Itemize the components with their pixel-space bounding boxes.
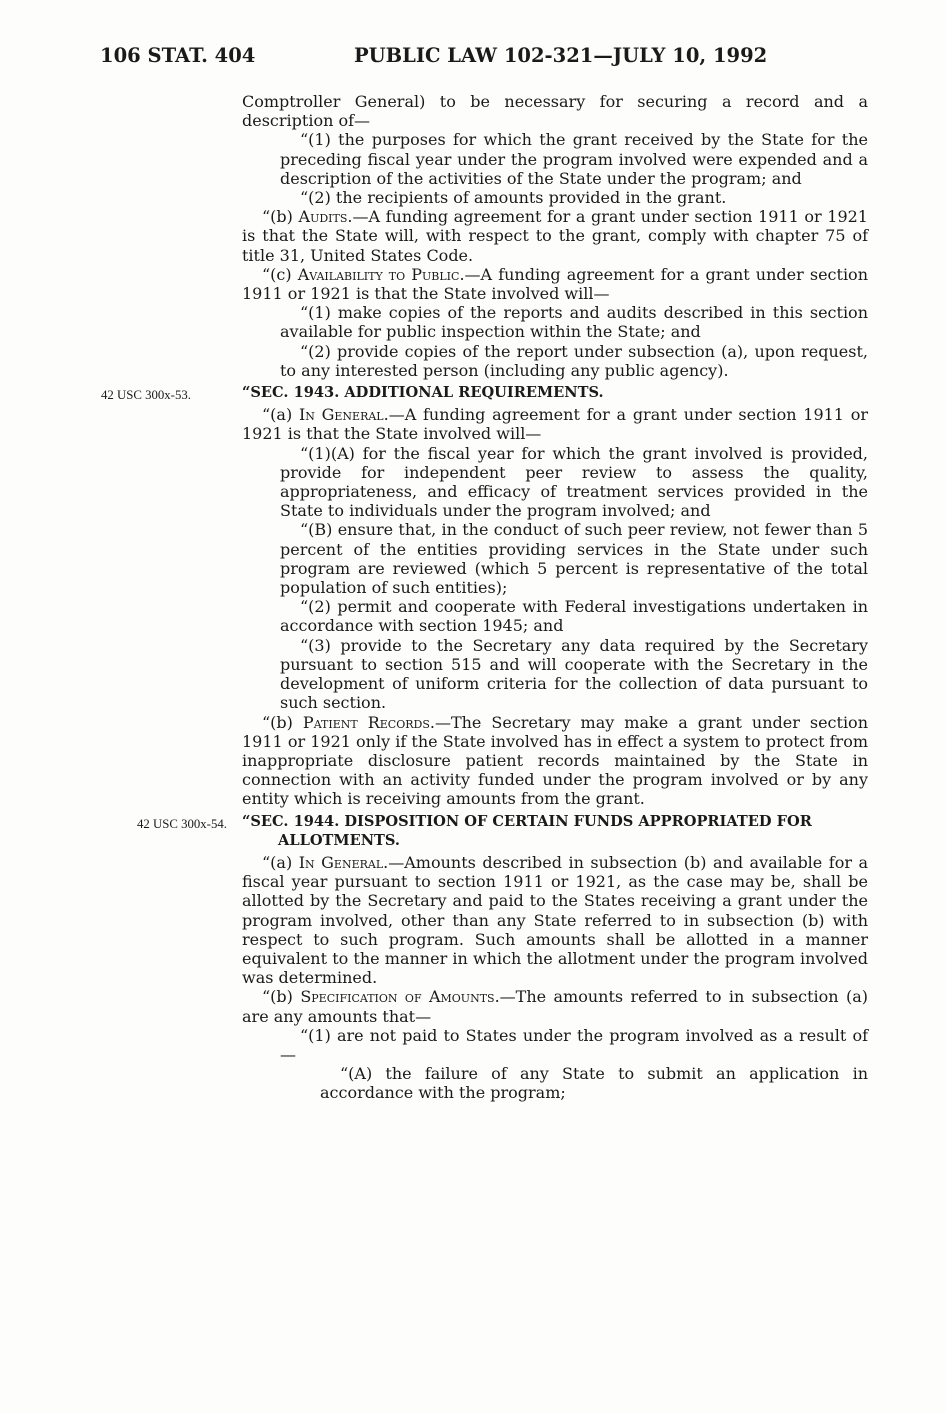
margin-citation: 42 USC 300x-54. [137, 816, 227, 831]
paragraph: “(1) make copies of the reports and audits described in this section available for public inspection within the State; and [280, 303, 868, 342]
paragraph: “(1)(A) for the fiscal year for which the grant involved is provided, provide for independent peer review to assess the quality, appropriateness, and efficacy of treatment services provided in the State to individuals under the program involved; and [280, 443, 868, 521]
paragraph: “(1) the purposes for which the grant received by the State for the preceding fiscal year under the program involved were expended and a description of the activities of the State under the program; and [280, 130, 868, 188]
paragraph: “(A) the failure of any State to submit an application in accordance with the program; [320, 1064, 868, 1103]
subsection-audits: “(b) Audits.—A funding agreement for a grant under section 1911 or 1921 is that the State will, with respect to the grant, comply with chapter 75 of title 31, United States Code. [242, 207, 868, 265]
subsection-heading: Patient Records [302, 712, 430, 732]
margin-citation: 42 USC 300x-53. [101, 388, 191, 403]
paragraph: Comptroller General) to be necessary for securing a record and a description of— [242, 92, 868, 131]
subsection-specification: “(b) Specification of Amounts.—The amounts referred to in subsection (a) are any amounts that— [242, 987, 868, 1026]
paragraph: “(1) are not paid to States under the program involved as a result of— [280, 1025, 868, 1064]
paragraph: “(B) ensure that, in the conduct of such peer review, not fewer than 5 percent of the entities providing services in the State under such program are reviewed (which 5 percent is representative of the total population of such entities); [280, 520, 868, 598]
body-text [101, 92, 869, 1103]
subsection-availability: “(c) Availability to Public.—A funding agreement for a grant under section 1911 or 1921 is that the State involved will— [242, 264, 868, 304]
section-heading-1943: 42 USC 300x-53. “SEC. 1943. ADDITIONAL REQUIREMENTS. [242, 383, 868, 402]
subsection-heading: Audits [298, 207, 348, 227]
paragraph: “(2) provide copies of the report under subsection (a), upon request, to any interested person (including any public agency). [280, 341, 868, 380]
subsection-heading: Availability to Public [297, 264, 460, 284]
section-heading-1944: 42 USC 300x-54. “SEC. 1944. DISPOSITION OF CERTAIN FUNDS APPROPRIATED FOR ALLOTMENTS. [137, 812, 812, 849]
subsection-heading: In General [298, 852, 384, 872]
paragraph: “(3) provide to the Secretary any data required by the Secretary pursuant to section 515 and will cooperate with the Secretary in the development of uniform criteria for the collection of data pursuant to such section. [280, 635, 868, 713]
subsection-heading: In General [298, 405, 384, 425]
subsection-patient-records: “(b) Patient Records.—The Secretary may make a grant under section 1911 or 1921 only if the State involved has in effect a system to protect from inappropriate disclosure patient records maintained by the State in connection with an activity funded under the program involved or by any entity which is receiving amounts from the grant. [242, 712, 868, 809]
subsection-in-general: “(a) In General.—A funding agreement for a grant under section 1911 or 1921 is that the State involved will— [242, 405, 868, 444]
subsection-heading: Specification of Amounts [300, 987, 495, 1007]
stat-page-number: 106 STAT. 404 [100, 44, 256, 67]
paragraph: “(2) permit and cooperate with Federal investigations undertaken in accordance with section 1945; and [280, 597, 868, 636]
law-title: PUBLIC LAW 102-321—JULY 10, 1992 [354, 44, 768, 67]
paragraph: “(2) the recipients of amounts provided in the grant. [300, 188, 727, 208]
subsection-in-general: “(a) In General.—Amounts described in subsection (b) and available for a fiscal year pursuant to section 1911 or 1921, as the case may be, shall be allotted by the Secretary and paid to the States receiving a grant under the program involved, other than any State referred to in subsection (b) with respect to such program. Such amounts shall be allotted in a manner equivalent to the manner in which the allotment under the program involved was determined. [242, 852, 869, 988]
